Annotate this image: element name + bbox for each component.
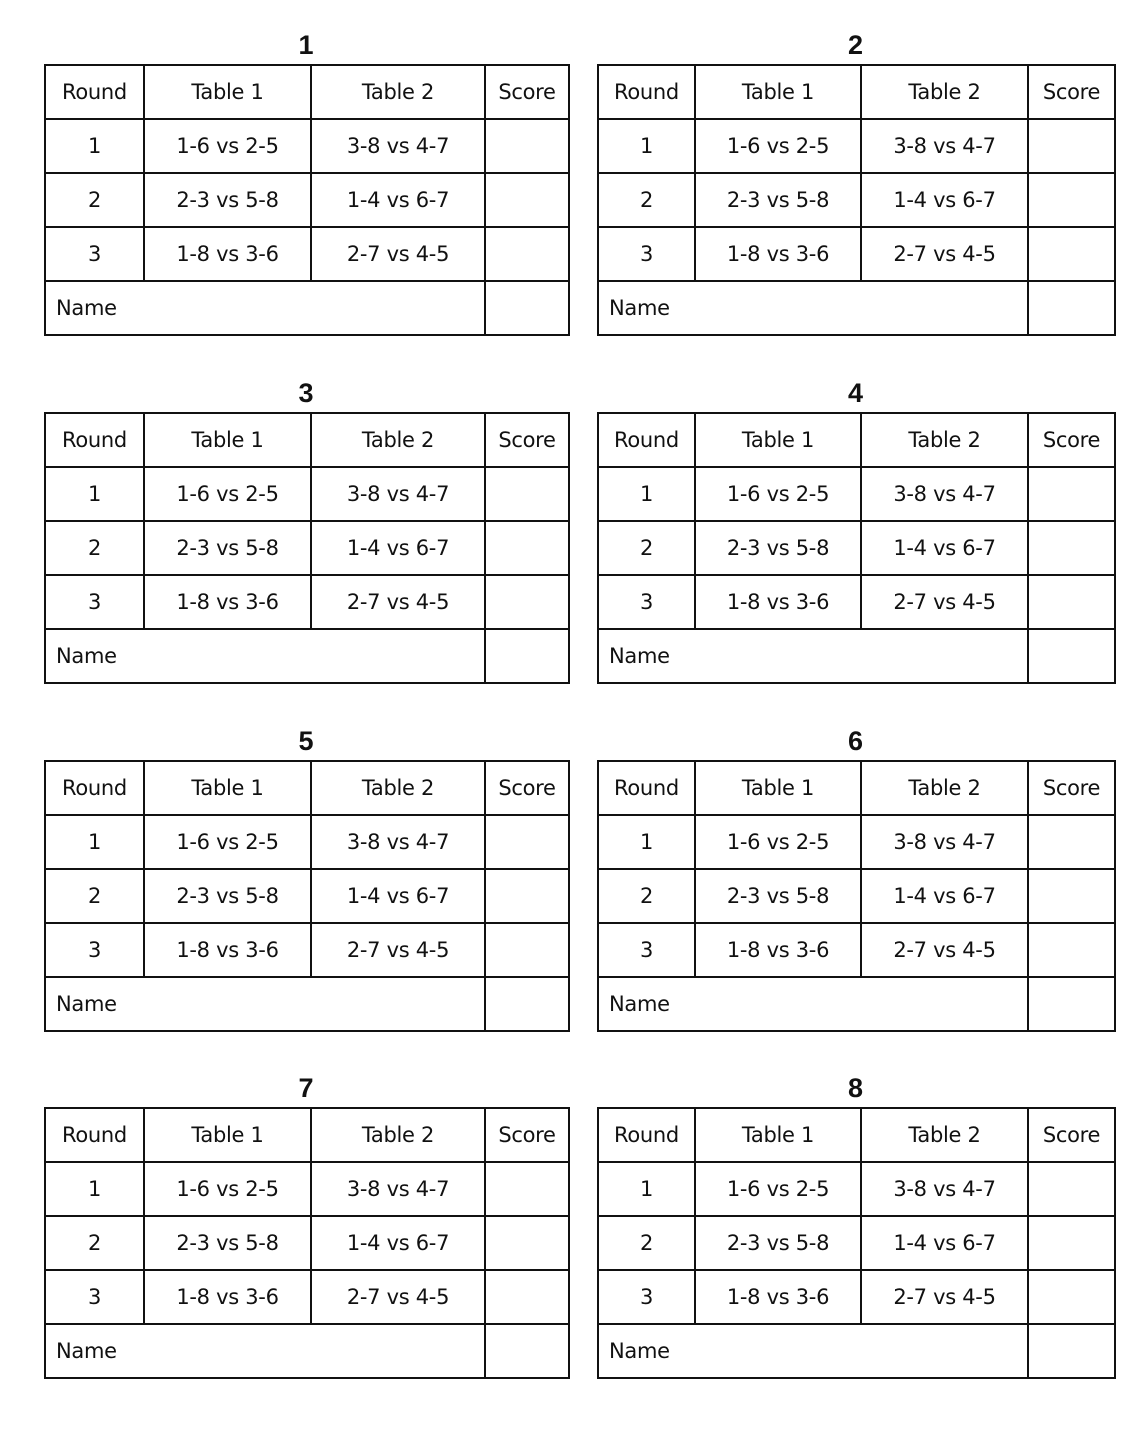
name-row: [45, 629, 569, 683]
round-cell: 2: [598, 173, 695, 227]
table2-cell: 1-4 vs 6-7: [861, 869, 1028, 923]
score-cell[interactable]: [1028, 467, 1115, 521]
card-number: 7: [298, 1073, 314, 1103]
header-row: [45, 761, 569, 815]
name-field[interactable]: Name: [45, 629, 485, 683]
header-score: Score: [1028, 1108, 1115, 1162]
table1-cell: 2-3 vs 5-8: [144, 1216, 311, 1270]
table-row: [45, 467, 569, 521]
table2-cell: 2-7 vs 4-5: [861, 1270, 1028, 1324]
table-row: [45, 119, 569, 173]
score-cell[interactable]: [1028, 869, 1115, 923]
name-row: [598, 629, 1115, 683]
table-row: [598, 1216, 1115, 1270]
header-round: Round: [45, 1108, 144, 1162]
table1-cell: 1-8 vs 3-6: [695, 1270, 861, 1324]
header-row: [598, 413, 1115, 467]
table1-cell: 2-3 vs 5-8: [144, 173, 311, 227]
score-cell[interactable]: [485, 227, 569, 281]
score-cell[interactable]: [1028, 923, 1115, 977]
round-cell: 3: [598, 923, 695, 977]
table-row: [598, 173, 1115, 227]
card-number: 3: [298, 378, 314, 408]
name-field[interactable]: Name: [598, 1324, 1028, 1378]
header-row: [598, 761, 1115, 815]
table-row: [598, 923, 1115, 977]
table-row: [598, 467, 1115, 521]
table1-cell: 2-3 vs 5-8: [695, 173, 861, 227]
card-number: 5: [298, 726, 314, 756]
round-cell: 1: [45, 119, 144, 173]
header-score: Score: [485, 65, 569, 119]
table-row: [598, 1270, 1115, 1324]
total-score-cell[interactable]: [485, 281, 569, 335]
round-cell: 2: [598, 1216, 695, 1270]
round-cell: 1: [598, 467, 695, 521]
score-cell[interactable]: [485, 467, 569, 521]
header-round: Round: [45, 761, 144, 815]
score-cell[interactable]: [1028, 1216, 1115, 1270]
card-number: 4: [847, 378, 864, 408]
score-table: [597, 760, 1116, 1032]
name-row: [598, 281, 1115, 335]
name-field[interactable]: Name: [45, 1324, 485, 1378]
table2-cell: 2-7 vs 4-5: [311, 227, 485, 281]
round-cell: 3: [45, 227, 144, 281]
header-row: [598, 1108, 1115, 1162]
header-row: [45, 65, 569, 119]
round-cell: 1: [598, 815, 695, 869]
round-cell: 2: [598, 869, 695, 923]
table2-cell: 3-8 vs 4-7: [861, 1162, 1028, 1216]
header-table-1: Table 1: [144, 1108, 311, 1162]
score-cell[interactable]: [485, 923, 569, 977]
header-table-2: Table 2: [861, 1108, 1028, 1162]
header-score: Score: [485, 761, 569, 815]
table-row: [598, 869, 1115, 923]
score-cell[interactable]: [485, 119, 569, 173]
score-table: [44, 1107, 570, 1379]
score-table: [597, 64, 1116, 336]
table2-cell: 1-4 vs 6-7: [861, 173, 1028, 227]
score-cell[interactable]: [485, 173, 569, 227]
name-row: [598, 977, 1115, 1031]
table2-cell: 1-4 vs 6-7: [311, 1216, 485, 1270]
name-field[interactable]: Name: [45, 281, 485, 335]
table1-cell: 1-8 vs 3-6: [695, 227, 861, 281]
header-table-1: Table 1: [695, 413, 861, 467]
score-cell[interactable]: [485, 1270, 569, 1324]
header-table-1: Table 1: [695, 65, 861, 119]
table1-cell: 1-6 vs 2-5: [695, 815, 861, 869]
round-cell: 3: [45, 1270, 144, 1324]
score-table: [597, 412, 1116, 684]
total-score-cell[interactable]: [485, 977, 569, 1031]
header-score: Score: [1028, 413, 1115, 467]
table-row: [598, 227, 1115, 281]
table2-cell: 3-8 vs 4-7: [861, 815, 1028, 869]
table-row: [45, 869, 569, 923]
header-round: Round: [598, 1108, 695, 1162]
table-row: [45, 1270, 569, 1324]
table-row: [45, 227, 569, 281]
name-row: [598, 1324, 1115, 1378]
table1-cell: 1-8 vs 3-6: [144, 227, 311, 281]
table1-cell: 2-3 vs 5-8: [695, 1216, 861, 1270]
round-cell: 2: [45, 1216, 144, 1270]
header-table-2: Table 2: [861, 413, 1028, 467]
table2-cell: 2-7 vs 4-5: [311, 1270, 485, 1324]
table1-cell: 1-8 vs 3-6: [144, 923, 311, 977]
table2-cell: 1-4 vs 6-7: [861, 1216, 1028, 1270]
table1-cell: 1-8 vs 3-6: [695, 923, 861, 977]
name-field[interactable]: Name: [598, 977, 1028, 1031]
table1-cell: 1-6 vs 2-5: [144, 119, 311, 173]
table1-cell: 2-3 vs 5-8: [144, 521, 311, 575]
score-cell[interactable]: [1028, 1162, 1115, 1216]
score-cell[interactable]: [1028, 521, 1115, 575]
header-score: Score: [485, 413, 569, 467]
header-table-2: Table 2: [311, 65, 485, 119]
score-cell[interactable]: [485, 521, 569, 575]
round-cell: 2: [45, 173, 144, 227]
score-cell[interactable]: [1028, 575, 1115, 629]
header-table-1: Table 1: [695, 1108, 861, 1162]
score-table: [44, 760, 570, 1032]
score-cell[interactable]: [485, 1162, 569, 1216]
name-row: [45, 281, 569, 335]
table-row: [45, 521, 569, 575]
table-row: [598, 1162, 1115, 1216]
header-score: Score: [1028, 761, 1115, 815]
table-row: [598, 815, 1115, 869]
score-cell[interactable]: [485, 575, 569, 629]
card-number: 8: [847, 1073, 864, 1103]
header-table-1: Table 1: [144, 413, 311, 467]
table2-cell: 3-8 vs 4-7: [311, 119, 485, 173]
table2-cell: 2-7 vs 4-5: [861, 575, 1028, 629]
table2-cell: 3-8 vs 4-7: [861, 119, 1028, 173]
table1-cell: 2-3 vs 5-8: [144, 869, 311, 923]
score-table: [44, 64, 570, 336]
score-cell[interactable]: [1028, 227, 1115, 281]
score-cell[interactable]: [485, 1216, 569, 1270]
name-row: [45, 977, 569, 1031]
header-table-1: Table 1: [144, 761, 311, 815]
header-table-2: Table 2: [861, 761, 1028, 815]
table-row: [45, 173, 569, 227]
table1-cell: 1-6 vs 2-5: [695, 1162, 861, 1216]
card-number: 6: [847, 726, 864, 756]
table1-cell: 1-6 vs 2-5: [695, 119, 861, 173]
total-score-cell[interactable]: [1028, 629, 1115, 683]
header-table-2: Table 2: [311, 761, 485, 815]
table1-cell: 1-8 vs 3-6: [144, 1270, 311, 1324]
table2-cell: 2-7 vs 4-5: [311, 923, 485, 977]
table2-cell: 1-4 vs 6-7: [861, 521, 1028, 575]
name-field[interactable]: Name: [45, 977, 485, 1031]
total-score-cell[interactable]: [485, 629, 569, 683]
round-cell: 2: [45, 869, 144, 923]
table-row: [598, 521, 1115, 575]
name-row: [45, 1324, 569, 1378]
header-round: Round: [45, 413, 144, 467]
round-cell: 1: [598, 1162, 695, 1216]
score-cell[interactable]: [1028, 815, 1115, 869]
round-cell: 2: [598, 521, 695, 575]
header-round: Round: [598, 413, 695, 467]
table-row: [45, 1216, 569, 1270]
header-row: [598, 65, 1115, 119]
round-cell: 1: [45, 1162, 144, 1216]
table-row: [45, 1162, 569, 1216]
name-field[interactable]: Name: [598, 629, 1028, 683]
round-cell: 3: [45, 923, 144, 977]
table-row: [598, 575, 1115, 629]
header-table-1: Table 1: [144, 65, 311, 119]
table2-cell: 2-7 vs 4-5: [861, 227, 1028, 281]
header-round: Round: [45, 65, 144, 119]
header-round: Round: [598, 65, 695, 119]
card-number: 2: [847, 30, 864, 60]
card-number: 1: [298, 30, 314, 60]
table2-cell: 3-8 vs 4-7: [311, 1162, 485, 1216]
score-table: [597, 1107, 1116, 1379]
table1-cell: 2-3 vs 5-8: [695, 869, 861, 923]
table1-cell: 1-6 vs 2-5: [144, 815, 311, 869]
score-table: [44, 412, 570, 684]
table1-cell: 1-8 vs 3-6: [144, 575, 311, 629]
score-cell[interactable]: [1028, 173, 1115, 227]
table1-cell: 1-8 vs 3-6: [695, 575, 861, 629]
table2-cell: 3-8 vs 4-7: [861, 467, 1028, 521]
header-score: Score: [1028, 65, 1115, 119]
score-cell[interactable]: [485, 815, 569, 869]
table-row: [45, 923, 569, 977]
table-row: [45, 575, 569, 629]
table-row: [598, 119, 1115, 173]
header-table-2: Table 2: [311, 1108, 485, 1162]
round-cell: 1: [598, 119, 695, 173]
header-round: Round: [598, 761, 695, 815]
header-table-1: Table 1: [695, 761, 861, 815]
total-score-cell[interactable]: [485, 1324, 569, 1378]
header-row: [45, 413, 569, 467]
table1-cell: 1-6 vs 2-5: [144, 1162, 311, 1216]
round-cell: 3: [598, 227, 695, 281]
round-cell: 3: [598, 575, 695, 629]
round-cell: 1: [45, 467, 144, 521]
table-row: [45, 815, 569, 869]
round-cell: 2: [45, 521, 144, 575]
name-field[interactable]: Name: [598, 281, 1028, 335]
table1-cell: 1-6 vs 2-5: [144, 467, 311, 521]
table2-cell: 1-4 vs 6-7: [311, 869, 485, 923]
header-table-2: Table 2: [311, 413, 485, 467]
round-cell: 3: [598, 1270, 695, 1324]
table2-cell: 3-8 vs 4-7: [311, 815, 485, 869]
total-score-cell[interactable]: [1028, 977, 1115, 1031]
total-score-cell[interactable]: [1028, 1324, 1115, 1378]
table1-cell: 1-6 vs 2-5: [695, 467, 861, 521]
table2-cell: 1-4 vs 6-7: [311, 521, 485, 575]
table2-cell: 2-7 vs 4-5: [311, 575, 485, 629]
total-score-cell[interactable]: [1028, 281, 1115, 335]
header-table-2: Table 2: [861, 65, 1028, 119]
table2-cell: 1-4 vs 6-7: [311, 173, 485, 227]
score-cell[interactable]: [1028, 119, 1115, 173]
table2-cell: 3-8 vs 4-7: [311, 467, 485, 521]
header-score: Score: [485, 1108, 569, 1162]
score-cell[interactable]: [485, 869, 569, 923]
round-cell: 1: [45, 815, 144, 869]
table1-cell: 2-3 vs 5-8: [695, 521, 861, 575]
table2-cell: 2-7 vs 4-5: [861, 923, 1028, 977]
header-row: [45, 1108, 569, 1162]
score-cell[interactable]: [1028, 1270, 1115, 1324]
round-cell: 3: [45, 575, 144, 629]
